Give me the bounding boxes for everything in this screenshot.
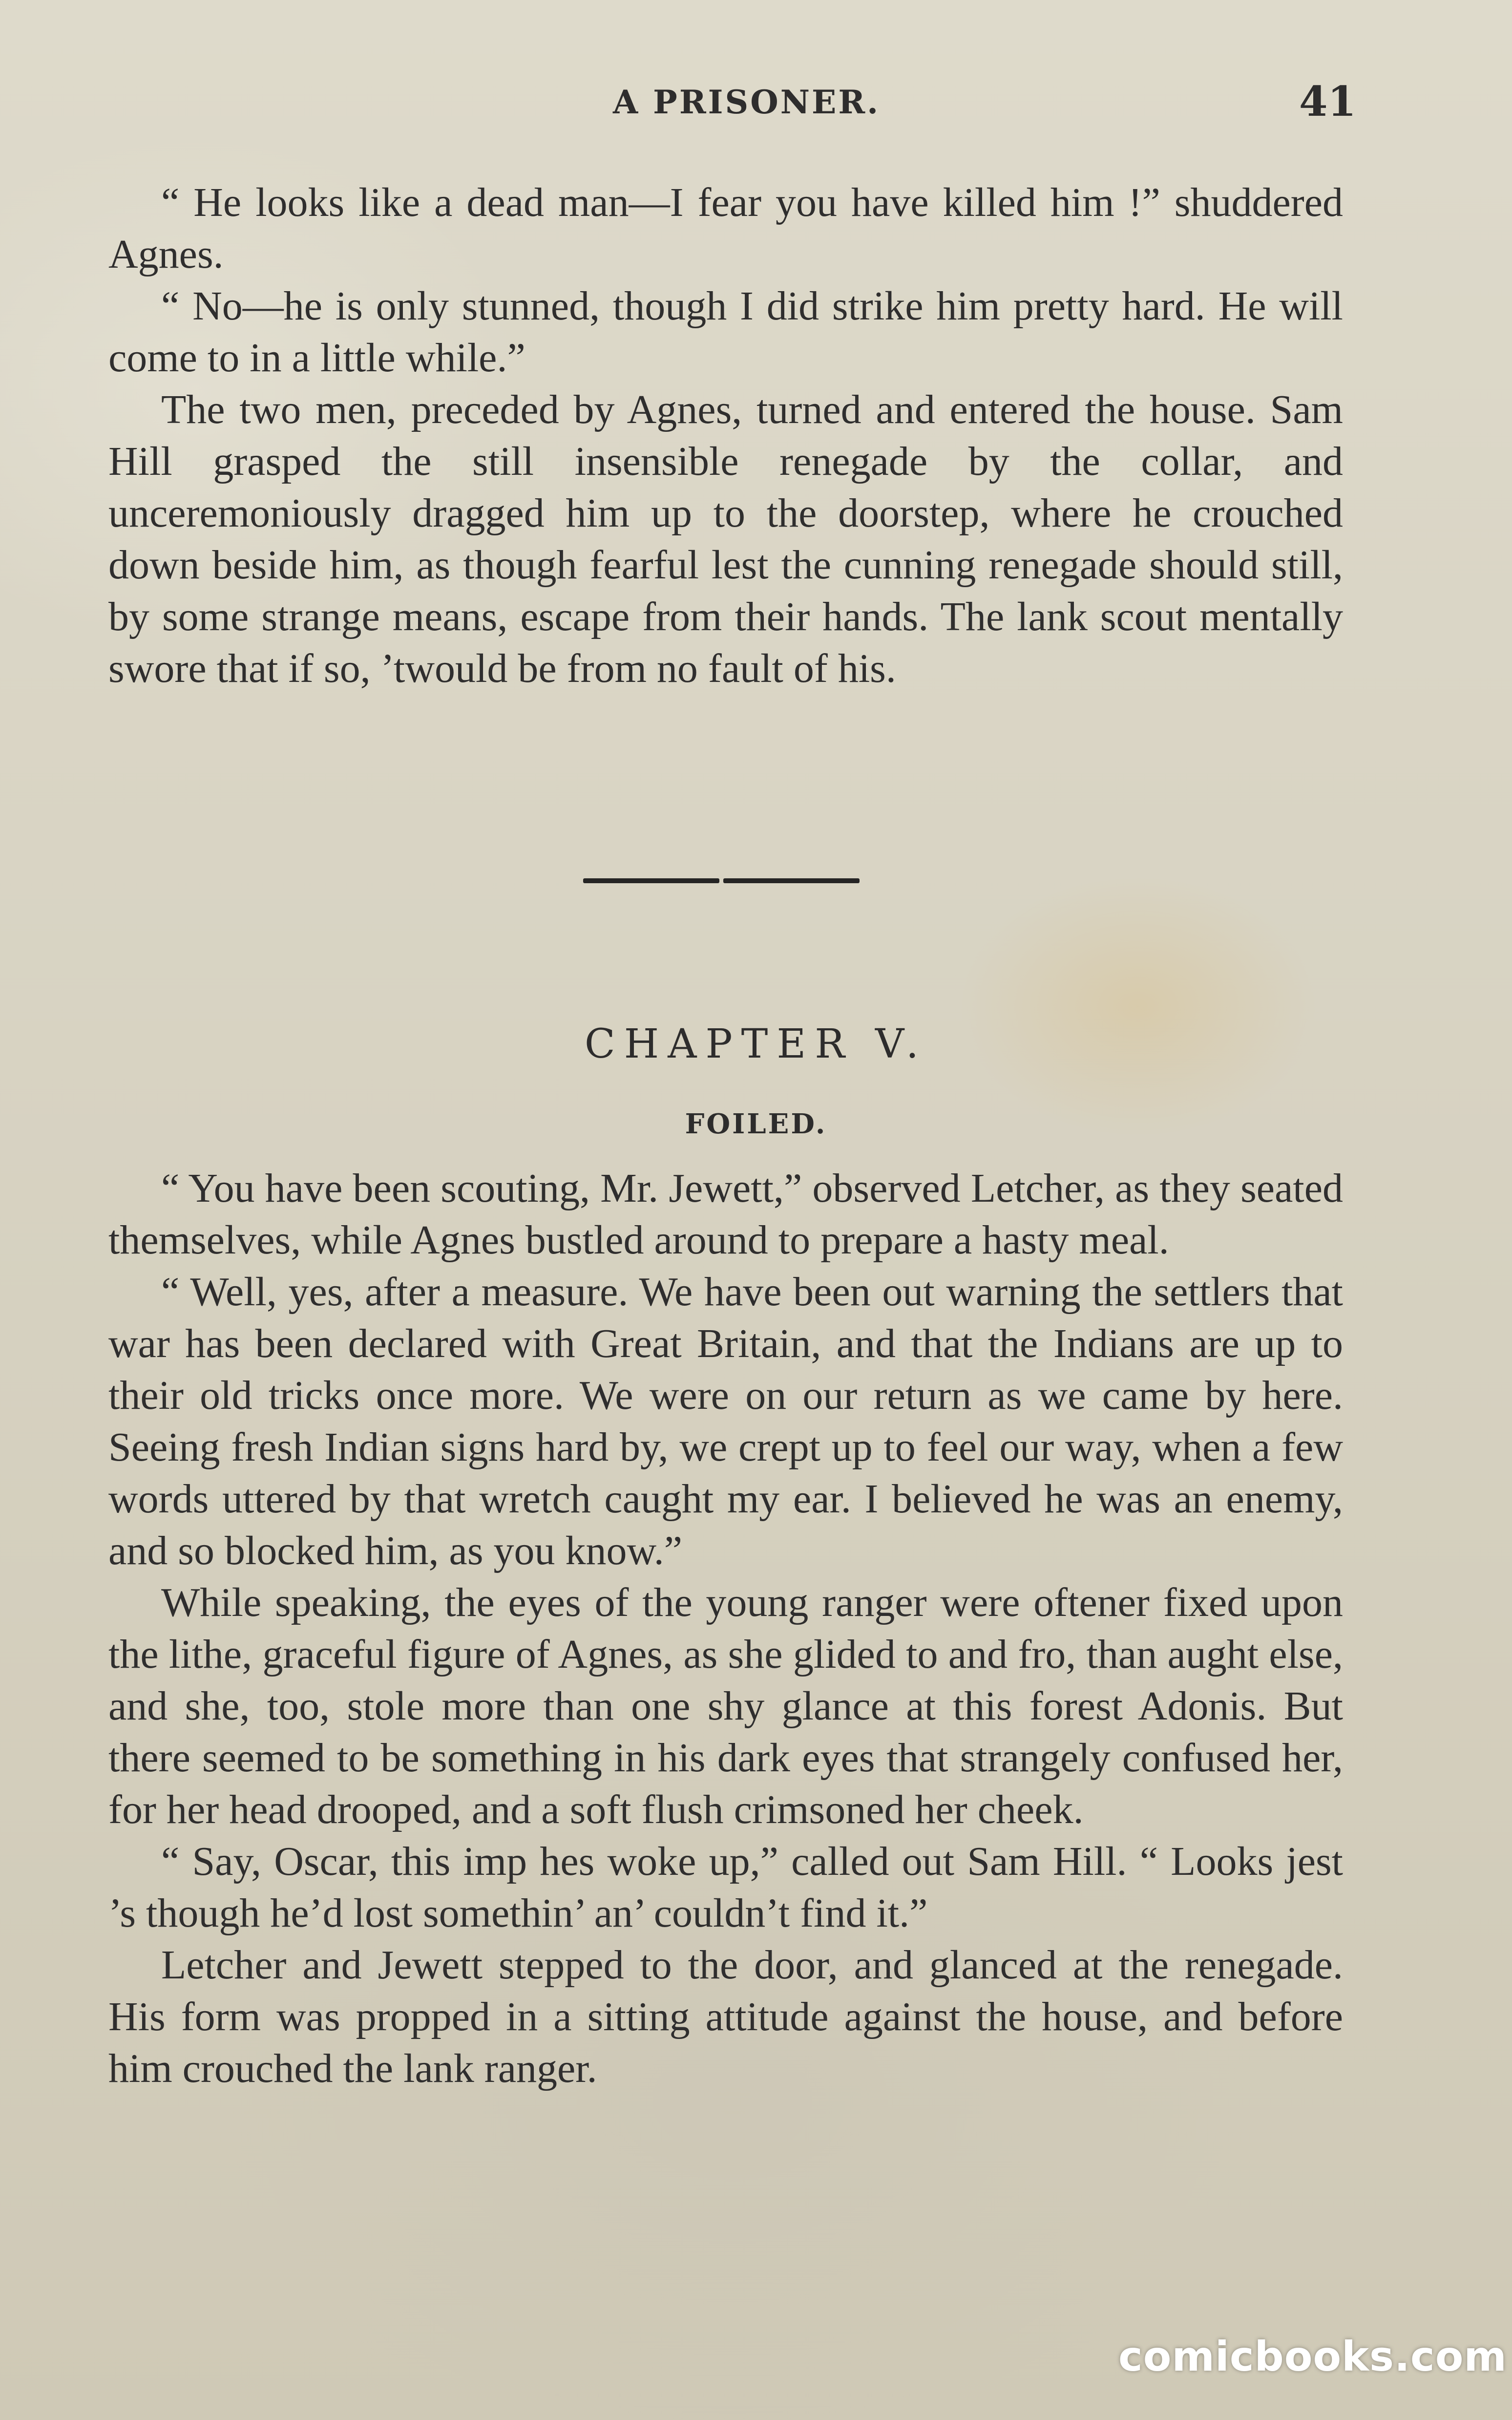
paragraph: “ No—he is only stunned, though I did strike him pretty hard. He will come to in a little while.”	[108, 283, 1343, 381]
paragraph: The two men, preceded by Agnes, turned and entered the house. Sam Hill grasped the still insensible renegade by the collar, and unceremoniously dragged him up to the doorstep, where he crouched down beside him, as though fearful lest the cunning renegade should still, by some strange means, escape from their hands. The lank scout mentally swore that if so, ’twould be from no fault of his.	[108, 387, 1343, 691]
paragraph: “ You have been scouting, Mr. Jewett,” observed Letcher, as they seated themselves, while Agnes bustled around to prepare a hasty meal.	[108, 1166, 1343, 1263]
closing-text-block	[108, 177, 1343, 695]
paragraph: Letcher and Jewett stepped to the door, and glanced at the renegade. His form was propped in a sitting attitude against the house, and before him crouched the lank ranger.	[108, 1942, 1343, 2091]
section-divider	[583, 878, 860, 883]
source-watermark: comicbooks.com	[1118, 2333, 1507, 2380]
page-number: 41	[1299, 77, 1356, 126]
running-title: A PRISONER.	[613, 83, 881, 121]
paragraph: “ Well, yes, after a measure. We have been out warning the settlers that war has been declared with Great Britain, and that the Indians are up to their old tricks once more. We were on our return as we came by here. Seeing fresh Indian signs hard by, we crept up to feel our way, when a few words uttered by that wretch caught my ear. I believed he was an enemy, and so blocked him, as you know.”	[108, 1269, 1343, 1573]
chapter-title: CHAPTER V.	[585, 1021, 927, 1067]
paragraph: While speaking, the eyes of the young ranger were oftener fixed upon the lithe, graceful figure of Agnes, as she glided to and fro, than aught else, and she, too, stole more than one shy glance at this forest Adonis. But there seemed to be something in his dark eyes that strangely confused her, for her head drooped, and a soft flush crimsoned her cheek.	[108, 1580, 1343, 1832]
divider-rule-left	[583, 878, 719, 883]
divider-rule-right	[723, 878, 860, 883]
paragraph: “ Say, Oscar, this imp hes woke up,” called out Sam Hill. “ Looks jest ’s though he’d lost somethin’ an’ couldn’t find it.”	[108, 1839, 1343, 1936]
chapter-subtitle: FOILED.	[685, 1108, 827, 1140]
chapter-text-block	[108, 1163, 1343, 2095]
paragraph: “ He looks like a dead man—I fear you have killed him !” shuddered Agnes.	[108, 180, 1343, 277]
